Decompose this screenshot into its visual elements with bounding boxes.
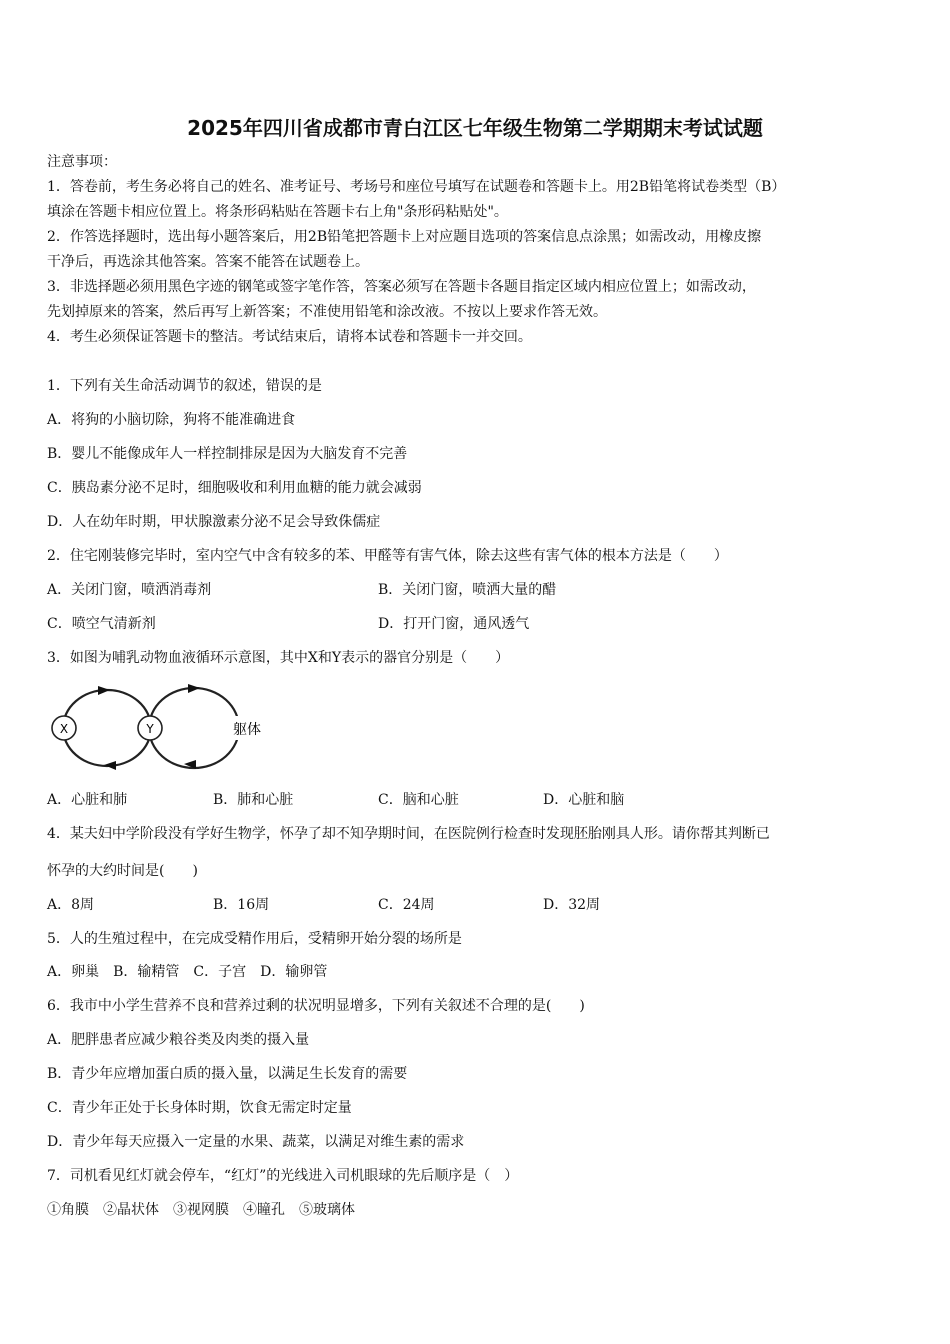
- question-3-option-b: B．肺和心脏: [213, 792, 294, 808]
- x-label: X: [59, 722, 69, 736]
- body-label: 躯体: [233, 722, 261, 738]
- question-2-option-c: C．喷空气清新剂: [47, 616, 156, 632]
- question-4-option-d: D．32周: [543, 897, 601, 913]
- notice-line: 4．考生必须保证答题卡的整洁。考试结束后，请将本试卷和答题卡一并交回。: [47, 329, 532, 345]
- blood-circulation-diagram: [44, 678, 274, 778]
- question-2-option-d: D．打开门窗，通风透气: [378, 616, 530, 632]
- question-1-option-a: A．将狗的小脑切除，狗将不能准确进食: [47, 412, 296, 428]
- question-5-options: A．卵巢 B．输精管 C．子宫 D．输卵管: [47, 964, 328, 980]
- question-4-stem-continued: 怀孕的大约时间是( ): [47, 863, 198, 879]
- question-1-option-c: C．胰岛素分泌不足时，细胞吸收和利用血糖的能力就会减弱: [47, 480, 422, 496]
- notice-line: 干净后，再选涂其他答案。答案不能答在试题卷上。: [47, 254, 369, 270]
- question-6-option-b: B．青少年应增加蛋白质的摄入量，以满足生长发育的需要: [47, 1066, 408, 1082]
- arrow-left-icon: [104, 761, 116, 770]
- question-1-option-d: D．人在幼年时期，甲状腺激素分泌不足会导致侏儒症: [47, 514, 381, 530]
- arrow-right-icon: [188, 684, 200, 693]
- notice-line: 3．非选择题必须用黑色字迹的钢笔或签字笔作答，答案必须写在答题卡各题目指定区域内相应位置上；如需改动，: [47, 279, 756, 295]
- question-2-option-b: B．关闭门窗，喷洒大量的醋: [378, 582, 557, 598]
- y-label: Y: [146, 722, 154, 736]
- question-2-stem: 2．住宅刚装修完毕时，室内空气中含有较多的苯、甲醛等有害气体，除去这些有害气体的根本方法是（ ）: [47, 548, 728, 564]
- question-7-stem: 7．司机看见红灯就会停车，“红灯”的光线进入司机眼球的先后顺序是（ ）: [47, 1168, 519, 1184]
- question-4-option-c: C．24周: [378, 897, 435, 913]
- question-3-option-c: C．脑和心脏: [378, 792, 459, 808]
- question-1-option-b: B．婴儿不能像成年人一样控制排尿是因为大脑发育不完善: [47, 446, 408, 462]
- question-4-stem: 4．某夫妇中学阶段没有学好生物学，怀孕了却不知孕期时间，在医院例行检查时发现胚胎刚具人形。请你帮其判断已: [47, 826, 770, 842]
- arrow-right-icon: [98, 686, 110, 695]
- question-3-stem: 3．如图为哺乳动物血液循环示意图，其中X和Y表示的器官分别是（ ）: [47, 650, 510, 666]
- question-3-option-d: D．心脏和脑: [543, 792, 625, 808]
- page-title: 2025年四川省成都市青白江区七年级生物第二学期期末考试试题: [187, 116, 763, 140]
- question-4-option-b: B．16周: [213, 897, 270, 913]
- question-7-items: ①角膜 ②晶状体 ③视网膜 ④瞳孔 ⑤玻璃体: [47, 1202, 355, 1218]
- question-6-option-d: D．青少年每天应摄入一定量的水果、蔬菜，以满足对维生素的需求: [47, 1134, 465, 1150]
- notice-heading: 注意事项：: [47, 154, 117, 170]
- notice-line: 填涂在答题卡相应位置上。将条形码粘贴在答题卡右上角"条形码粘贴处"。: [47, 204, 508, 220]
- question-3-option-a: A．心脏和肺: [47, 792, 128, 808]
- notice-line: 先划掉原来的答案，然后再写上新答案；不准使用铅笔和涂改液。不按以上要求作答无效。: [47, 304, 607, 320]
- notice-line: 2．作答选择题时，选出每小题答案后，用2B铅笔把答题卡上对应题目选项的答案信息点涂黑；如需改动，用橡皮擦: [47, 229, 762, 245]
- notice-line: 1．答卷前，考生务必将自己的姓名、准考证号、考场号和座位号填写在试题卷和答题卡上。用2B铅笔将试卷类型（B）: [47, 179, 786, 195]
- question-6-option-c: C．青少年正处于长身体时期，饮食无需定时定量: [47, 1100, 352, 1116]
- question-2-option-a: A．关闭门窗，喷洒消毒剂: [47, 582, 212, 598]
- question-5-stem: 5．人的生殖过程中，在完成受精作用后，受精卵开始分裂的场所是: [47, 931, 462, 947]
- question-6-option-a: A．肥胖患者应减少粮谷类及肉类的摄入量: [47, 1032, 310, 1048]
- question-6-stem: 6．我市中小学生营养不良和营养过剩的状况明显增多，下列有关叙述不合理的是( ): [47, 998, 585, 1014]
- question-4-option-a: A．8周: [47, 897, 95, 913]
- question-1-stem: 1．下列有关生命活动调节的叙述，错误的是: [47, 378, 322, 394]
